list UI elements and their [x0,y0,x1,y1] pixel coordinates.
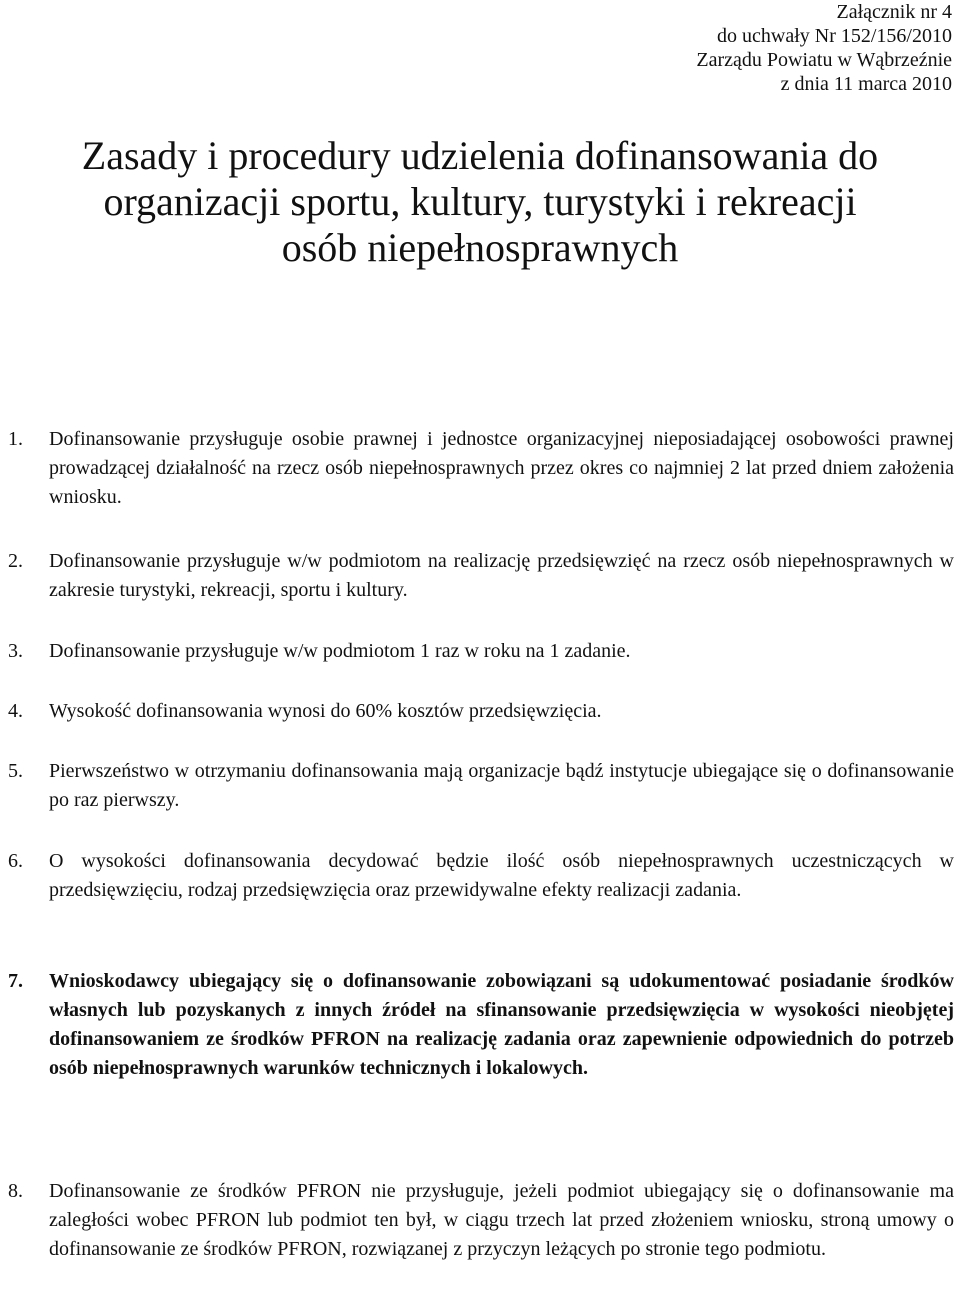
rule-number: 3. [8,640,23,662]
rule-item-3 [8,637,954,666]
annex-board: Zarządu Powiatu w Wąbrzeźnie [696,49,952,71]
rule-number: 6. [8,850,23,872]
rule-item-7 [8,967,954,1083]
rule-number: 2. [8,550,23,572]
rule-item-8 [8,1177,954,1264]
rule-item-2 [8,547,954,605]
rule-number: 7. [8,970,23,992]
annex-header [532,0,952,96]
rule-item-5 [8,757,954,815]
rule-text: Dofinansowanie przysługuje w/w podmiotom na realizację przedsięwzięć na rzecz osób niepełnosprawnych w zakresie turystyki, rekreacji, sportu i kultury. [49,550,954,601]
rule-text: O wysokości dofinansowania decydować będzie ilość osób niepełnosprawnych uczestniczących w przedsięwzięciu, rodzaj przedsięwzięcia oraz przewidywalne efekty realizacji zadania. [49,850,954,901]
rule-text: Wysokość dofinansowania wynosi do 60% kosztów przedsięwzięcia. [49,700,602,722]
annex-resolution: do uchwały Nr 152/156/2010 [717,25,952,47]
annex-date: z dnia 11 marca 2010 [780,73,952,95]
rule-item-1 [8,425,954,512]
rule-text: Pierwszeństwo w otrzymaniu dofinansowania mają organizacje bądź instytucje ubiegające się o dofinansowanie po raz pierwszy. [49,760,954,811]
rule-text: Dofinansowanie przysługuje w/w podmiotom 1 raz w roku na 1 zadanie. [49,640,631,662]
title-line-3: osób niepełnosprawnych [281,225,679,270]
rule-text: Dofinansowanie ze środków PFRON nie przysługuje, jeżeli podmiot ubiegający się o dofinansowanie ma zaległości wobec PFRON lub podmiot ten był, w ciągu trzech lat przed złożeniem wniosku, stroną umowy o dofinansowanie ze środków PFRON, rozwiązanej z przyczyn leżących po stronie tego podmiotu. [49,1180,954,1260]
rule-number: 8. [8,1180,23,1202]
title-line-1: Zasady i procedury udzielenia dofinansowania do [81,133,879,178]
rule-item-4 [8,697,954,726]
annex-number: Załącznik nr 4 [836,1,952,23]
rule-number: 1. [8,428,23,450]
rule-text: Dofinansowanie przysługuje osobie prawnej i jednostce organizacyjnej nieposiadającej osobowości prawnej prowadzącej działalność na rzecz osób niepełnosprawnych przez okres co najmniej 2 lat przed dniem założenia wniosku. [49,428,954,508]
title-line-2: organizacji sportu, kultury, turystyki i rekreacji [103,179,857,224]
rule-text: Wnioskodawcy ubiegający się o dofinansowanie zobowiązani są udokumentować posiadanie środków własnych lub pozyskanych z innych źródeł na sfinansowanie przedsięwzięcia w wysokości nieobjętej dofinansowaniem ze środków PFRON na realizację zadania oraz zapewnienie odpowiednich do potrzeb osób niepełnosprawnych warunków technicznych i lokalowych. [49,970,954,1079]
document-title [0,133,960,271]
rule-item-6 [8,847,954,905]
rule-number: 4. [8,700,23,722]
rule-number: 5. [8,760,23,782]
